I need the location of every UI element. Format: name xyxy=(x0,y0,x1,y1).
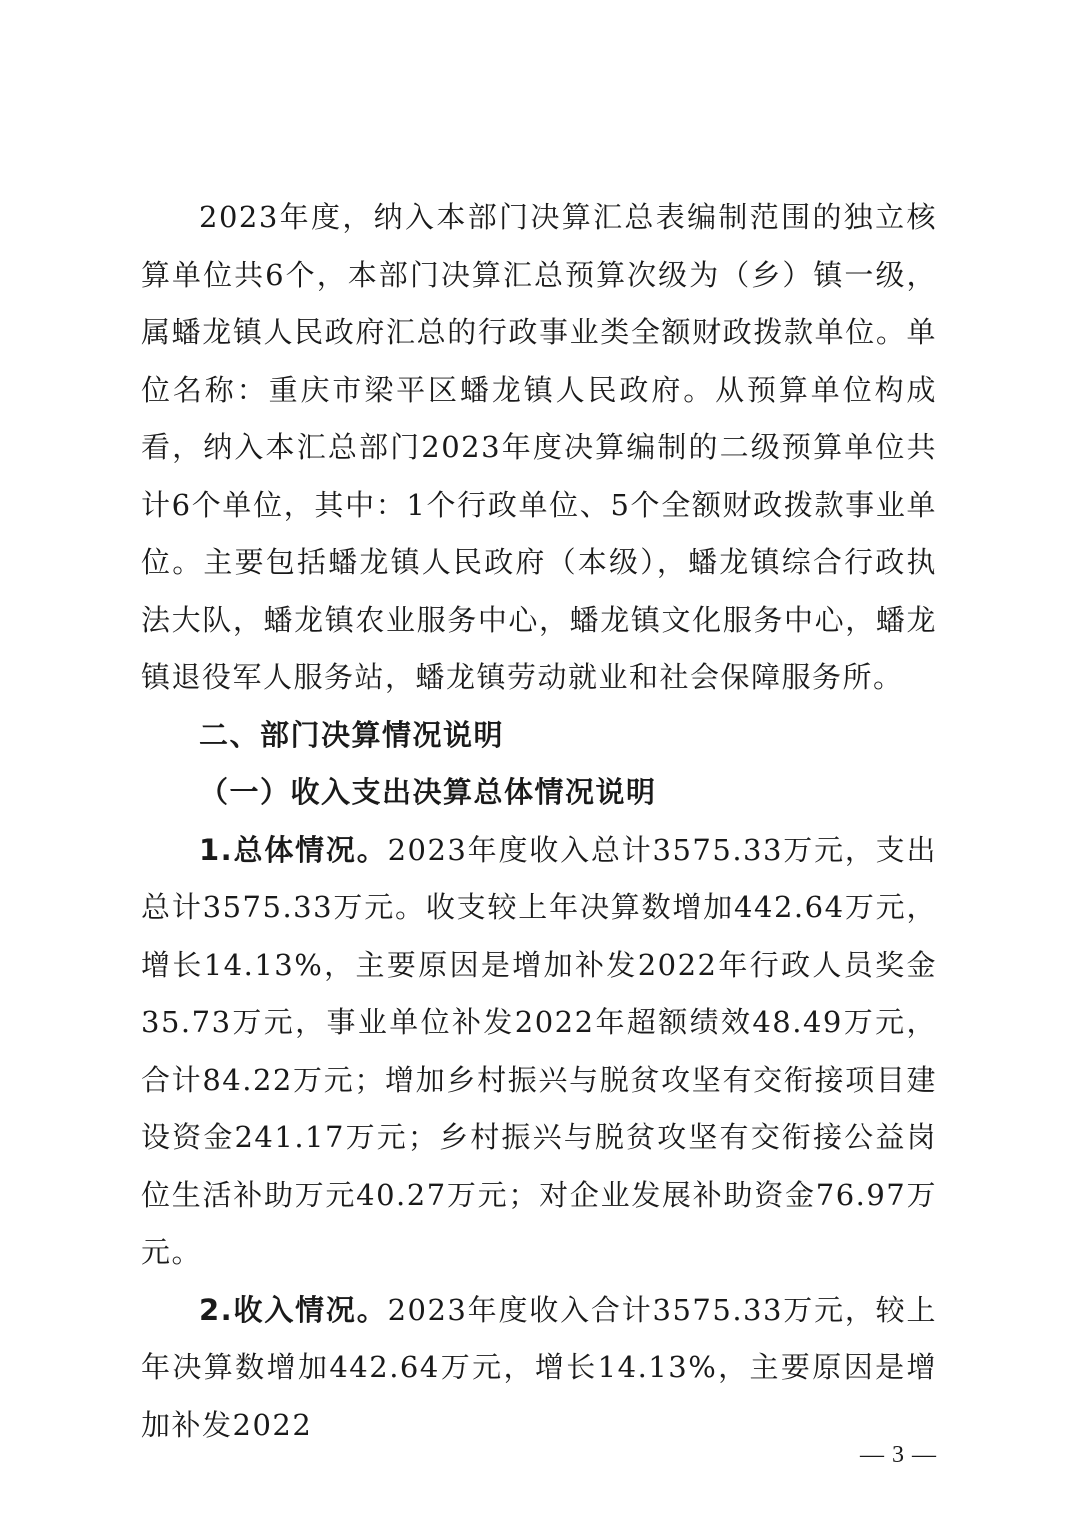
page-content xyxy=(141,189,937,1454)
income-paragraph xyxy=(141,1282,937,1455)
section-heading: 二、部门决算情况说明 xyxy=(199,717,505,752)
income-lead: 2.收入情况。 xyxy=(199,1292,388,1327)
subsection-heading: （一）收入支出决算总体情况说明 xyxy=(199,775,657,809)
overall-lead: 1.总体情况。 xyxy=(199,832,388,867)
intro-paragraph: 2023年度，纳入本部门决算汇总表编制范围的独立核算单位共6个，本部门决算汇总预算次级为（乡）镇一级，属蟠龙镇人民政府汇总的行政事业类全额财政拨款单位。单位名称：重庆市梁平区蟠龙镇人民政府。从预算单位构成看，纳入本汇总部门2023年度决算编制的二级预算单位共计6个单位，其中：1个行政单位、5个全额财政拨款事业单位。主要包括蟠龙镇人民政府（本级），蟠龙镇综合行政执法大队，蟠龙镇农业服务中心，蟠龙镇文化服务中心，蟠龙镇退役军人服务站，蟠龙镇劳动就业和社会保障服务所。 xyxy=(141,200,937,694)
page-number: — 3 — xyxy=(860,1442,937,1468)
overall-paragraph xyxy=(141,822,937,1282)
income-text: 2023年度收入合计3575.33万元，较上年决算数增加442.64万元，增长14.13%，主要原因是增加补发2022 xyxy=(141,1292,937,1442)
overall-text: 2023年度收入总计3575.33万元，支出总计3575.33万元。收支较上年决算数增加442.64万元，增长14.13%，主要原因是增加补发2022年行政人员奖金35.73万元，事业单位补发2022年超额绩效48.49万元，合计84.22万元；增加乡村振兴与脱贫攻坚有交衔接项目建设资金241.17万元；乡村振兴与脱贫攻坚有交衔接公益岗位生活补助万元40.27万元；对企业发展补助资金76.97万元。 xyxy=(141,832,937,1269)
